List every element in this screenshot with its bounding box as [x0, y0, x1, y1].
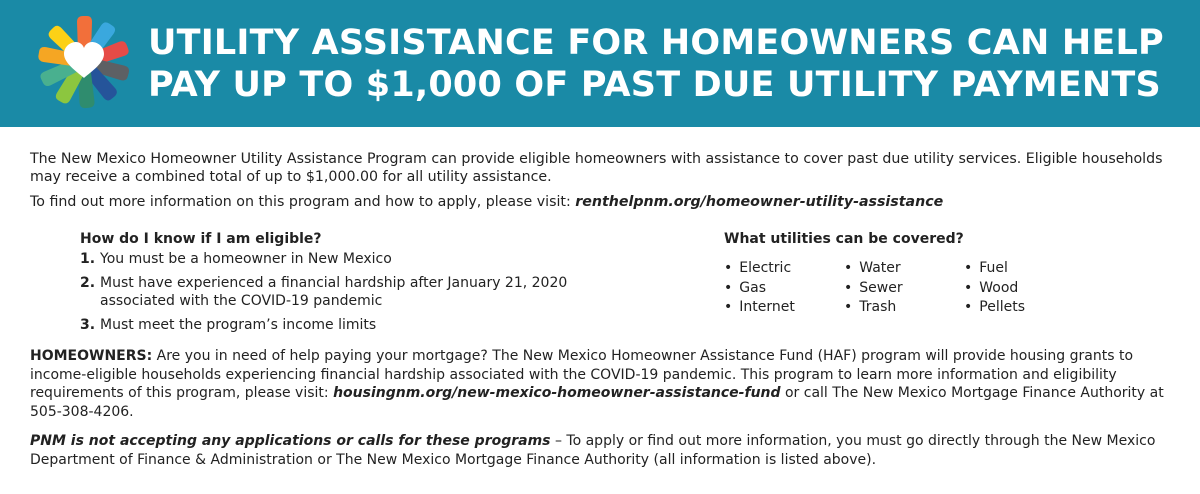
- notice-emphasis: PNM is not accepting any applications or calls for these programs: [30, 433, 551, 449]
- list-item: [80, 250, 640, 268]
- hands-heart-icon: [38, 14, 130, 114]
- header-banner: [0, 0, 1200, 127]
- item-text: Must meet the program’s income limits: [100, 317, 377, 333]
- title-line-2: PAY UP TO $1,000 OF PAST DUE UTILITY PAYMENTS: [148, 65, 1161, 105]
- item-number: 3.: [80, 317, 96, 333]
- homeowners-label: HOMEOWNERS:: [30, 348, 153, 364]
- utility-item: • Sewer: [844, 280, 964, 298]
- notice-paragraph: [30, 432, 1175, 469]
- utility-item: • Pellets: [964, 299, 1084, 317]
- item-number: 1.: [80, 251, 96, 267]
- title-line-1: UTILITY ASSISTANCE FOR HOMEOWNERS CAN HELP: [148, 23, 1164, 63]
- eligibility-heading: How do I know if I am eligible?: [80, 231, 322, 247]
- haf-text-2: or call The New Mexico Mortgage Finance Authority at 505-308-4206.: [30, 385, 1164, 420]
- utility-item: • Internet: [724, 299, 844, 317]
- utilities-heading: What utilities can be covered?: [724, 231, 964, 247]
- item-text: Must have experienced a financial hardship after January 21, 2020 associated with the COVID-19 pandemic: [100, 275, 568, 309]
- housingnm-link[interactable]: housingnm.org/new-mexico-homeowner-assistance-fund: [333, 385, 781, 401]
- eligibility-list: [80, 250, 640, 334]
- list-item: [80, 316, 640, 334]
- item-text: You must be a homeowner in New Mexico: [100, 251, 392, 267]
- utility-item: • Wood: [964, 280, 1084, 298]
- homeowners-paragraph: [30, 347, 1175, 421]
- notice-text: – To apply or find out more information, you must go directly through the New Mexico Department of Finance & Administration or The New Mexico Mortgage Finance Authority (all information is listed above).: [30, 433, 1156, 468]
- utility-item: • Fuel: [964, 260, 1084, 278]
- utility-item: • Water: [844, 260, 964, 278]
- item-number: 2.: [80, 275, 96, 291]
- utility-item: • Electric: [724, 260, 844, 278]
- utility-item: • Gas: [724, 280, 844, 298]
- page-title: [148, 22, 1188, 106]
- utility-item: • Trash: [844, 299, 964, 317]
- list-item: [80, 274, 640, 310]
- eligibility-section: [80, 230, 640, 340]
- info-paragraph: [30, 193, 1175, 211]
- main-content: [30, 150, 1175, 468]
- intro-paragraph: The New Mexico Homeowner Utility Assistance Program can provide eligible homeowners with assistance to cover past due utility services. Eligible households may receive a combined total of up to $1,000.00 for all utility assistance.: [30, 151, 1163, 185]
- utilities-list: [724, 260, 1174, 317]
- haf-text-1: Are you in need of help paying your mortgage? The New Mexico Homeowner Assistance Fund (HAF) program will provide housing grants to income-eligible households experiencing financial hardship associated with the COVID-19 pandemic. This program to learn more information and eligibility requirements of this program, please visit:: [30, 348, 1134, 401]
- renthelp-link[interactable]: renthelpnm.org/homeowner-utility-assistance: [575, 194, 944, 210]
- info-text: To find out more information on this program and how to apply, please visit:: [30, 194, 576, 210]
- utilities-section: [724, 230, 1174, 317]
